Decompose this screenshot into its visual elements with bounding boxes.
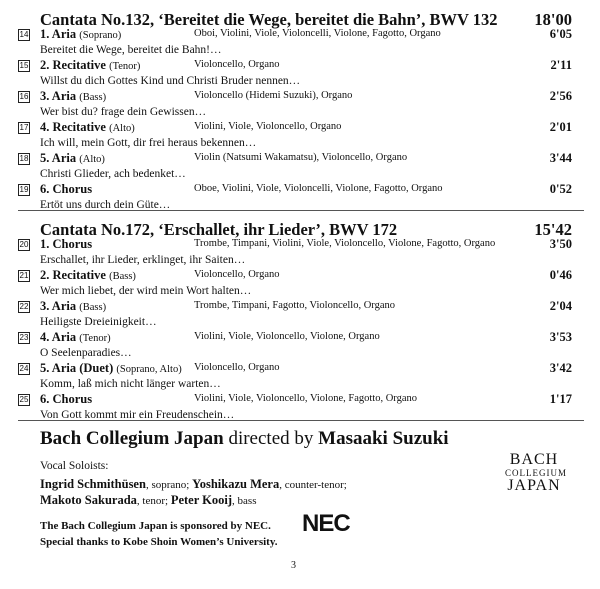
movement-title bbox=[40, 182, 92, 197]
track-duration: 3'50 bbox=[549, 237, 572, 251]
text-incipit: Wer mich liebet, der wird mein Wort halten… bbox=[40, 285, 252, 297]
instrumentation: Violin (Natsumi Wakamatsu), Violoncello, Organo bbox=[194, 152, 408, 163]
instrumentation: Trombe, Timpani, Violini, Viole, Violoncello, Violone, Fagotto, Organo bbox=[194, 238, 496, 249]
track-number-box: 22 bbox=[19, 302, 29, 311]
movement-title bbox=[40, 268, 136, 283]
instrumentation: Oboe, Violini, Viole, Violoncelli, Violone, Fagotto, Organo bbox=[194, 183, 443, 194]
track-duration: 0'52 bbox=[549, 182, 572, 196]
soloist-role: , bass bbox=[232, 495, 257, 507]
cantata-total-time: 18'00 bbox=[534, 10, 572, 29]
text-incipit: Bereitet die Wege, bereitet die Bahn!… bbox=[40, 44, 222, 56]
section-divider bbox=[18, 210, 584, 211]
movement-title bbox=[40, 58, 140, 73]
thanks-line: Special thanks to Kobe Shoin Women’s University. bbox=[40, 536, 278, 548]
instrumentation: Oboi, Violini, Viole, Violoncelli, Violone, Fagotto, Organo bbox=[194, 28, 441, 39]
voice-part: (Bass) bbox=[79, 92, 107, 103]
logo-line: JAPAN bbox=[507, 477, 561, 494]
soloist-name: Yoshikazu Mera bbox=[192, 477, 280, 491]
soloist-name: Peter Kooij bbox=[170, 493, 233, 507]
directed-by: directed by bbox=[228, 428, 314, 449]
soloist-name: Ingrid Schmithüsen bbox=[40, 477, 146, 491]
track-duration: 2'56 bbox=[549, 89, 572, 103]
ensemble-name: Bach Collegium Japan bbox=[40, 428, 224, 449]
soloist-role: , soprano; bbox=[145, 479, 193, 491]
voice-part: (Tenor) bbox=[79, 333, 111, 344]
movement-title bbox=[40, 120, 135, 135]
track-number-box: 15 bbox=[19, 61, 29, 70]
text-incipit: O Seelenparadies… bbox=[40, 347, 132, 359]
movement-name: 1. Aria bbox=[40, 27, 77, 41]
track-number-box: 19 bbox=[19, 185, 29, 194]
instrumentation: Violoncello, Organo bbox=[194, 59, 280, 70]
cantata-total-time: 15'42 bbox=[534, 220, 572, 239]
voice-part: (Soprano) bbox=[79, 30, 122, 41]
soloist-role: , counter-tenor; bbox=[279, 479, 347, 491]
text-incipit: Komm, laß mich nicht länger warten… bbox=[40, 378, 221, 390]
nec-logo: NEC bbox=[302, 510, 350, 537]
soloists-line bbox=[40, 477, 347, 492]
instrumentation: Trombe, Timpani, Fagotto, Violoncello, Organo bbox=[194, 300, 396, 311]
track-number-box: 18 bbox=[19, 154, 29, 163]
text-incipit: Christi Glieder, ach bedenket… bbox=[40, 168, 186, 180]
track-duration: 2'04 bbox=[549, 299, 572, 313]
movement-title bbox=[40, 330, 111, 345]
voice-part: (Alto) bbox=[79, 154, 105, 165]
track-number-box: 20 bbox=[19, 240, 29, 249]
movement-name: 5. Aria (Duet) bbox=[40, 361, 114, 375]
movement-name: 1. Chorus bbox=[40, 237, 93, 251]
movement-title bbox=[40, 27, 121, 42]
track-number-box: 21 bbox=[19, 271, 29, 280]
track-duration: 3'44 bbox=[549, 151, 572, 165]
movement-name: 5. Aria bbox=[40, 151, 77, 165]
track-number-box: 25 bbox=[19, 395, 29, 404]
section-divider bbox=[18, 420, 584, 421]
track-row bbox=[18, 392, 584, 430]
soloist-name: Makoto Sakurada bbox=[40, 493, 137, 507]
track-number-box: 17 bbox=[19, 123, 29, 132]
track-number-box: 23 bbox=[19, 333, 29, 342]
cantata-title: Cantata No.132, ‘Bereitet die Wege, bereitet die Bahn’, BWV 132 bbox=[40, 10, 498, 29]
text-incipit: Von Gott kommt mir ein Freudenschein… bbox=[40, 409, 235, 421]
page-number: 3 bbox=[291, 560, 296, 571]
movement-title bbox=[40, 151, 105, 166]
text-incipit: Ich will, mein Gott, dir frei heraus bekennen… bbox=[40, 137, 257, 149]
track-duration: 2'01 bbox=[549, 120, 572, 134]
movement-name: 6. Chorus bbox=[40, 392, 93, 406]
instrumentation: Violoncello (Hidemi Suzuki), Organo bbox=[194, 90, 353, 101]
movement-title bbox=[40, 299, 106, 314]
instrumentation: Violoncello, Organo bbox=[194, 269, 280, 280]
movement-title bbox=[40, 89, 106, 104]
voice-part: (Bass) bbox=[79, 302, 107, 313]
movement-name: 2. Recitative bbox=[40, 58, 106, 72]
movement-name: 3. Aria bbox=[40, 299, 77, 313]
voice-part: (Soprano, Alto) bbox=[116, 364, 182, 375]
cantata-title: Cantata No.172, ‘Erschallet, ihr Lieder’, BWV 172 bbox=[40, 220, 398, 239]
soloists-line bbox=[40, 493, 256, 508]
movement-title bbox=[40, 392, 92, 407]
text-incipit: Ertöt uns durch dein Güte… bbox=[40, 199, 171, 211]
track-number-box: 16 bbox=[19, 92, 29, 101]
text-incipit: Wer bist du? frage dein Gewissen… bbox=[40, 106, 207, 118]
voice-part: (Bass) bbox=[109, 271, 136, 282]
track-duration: 3'53 bbox=[549, 330, 572, 344]
text-incipit: Erschallet, ihr Lieder, erklinget, ihr Saiten… bbox=[40, 254, 246, 266]
movement-name: 2. Recitative bbox=[40, 268, 106, 282]
track-number-box: 14 bbox=[19, 30, 29, 39]
vocal-soloists-label: Vocal Soloists: bbox=[40, 460, 109, 472]
conductor-name: Masaaki Suzuki bbox=[318, 428, 449, 449]
instrumentation: Violoncello, Organo bbox=[194, 362, 280, 373]
movement-title bbox=[40, 361, 182, 376]
voice-part: (Alto) bbox=[109, 123, 135, 134]
track-duration: 2'11 bbox=[550, 58, 572, 72]
bach-collegium-japan-logo bbox=[505, 451, 567, 494]
voice-part: (Tenor) bbox=[109, 61, 141, 72]
logo-line: COLLEGIUM bbox=[505, 468, 567, 478]
ensemble-heading bbox=[40, 428, 449, 450]
movement-name: 4. Recitative bbox=[40, 120, 106, 134]
movement-title bbox=[40, 237, 92, 252]
track-duration: 0'46 bbox=[549, 268, 572, 282]
sponsor-line: The Bach Collegium Japan is sponsored by NEC. bbox=[40, 520, 271, 532]
track-duration: 6'05 bbox=[549, 27, 572, 41]
instrumentation: Violini, Viole, Violoncello, Violone, Organo bbox=[194, 331, 380, 342]
movement-name: 4. Aria bbox=[40, 330, 77, 344]
soloist-role: , tenor; bbox=[136, 495, 171, 507]
track-row bbox=[18, 182, 584, 220]
movement-name: 3. Aria bbox=[40, 89, 77, 103]
track-duration: 1'17 bbox=[549, 392, 572, 406]
text-incipit: Heiligste Dreieinigkeit… bbox=[40, 316, 157, 328]
instrumentation: Violini, Viole, Violoncello, Organo bbox=[194, 121, 342, 132]
instrumentation: Violini, Viole, Violoncello, Violone, Fagotto, Organo bbox=[194, 393, 418, 404]
movement-name: 6. Chorus bbox=[40, 182, 93, 196]
logo-line: BACH bbox=[509, 451, 559, 468]
track-duration: 3'42 bbox=[549, 361, 572, 375]
text-incipit: Willst du dich Gottes Kind und Christi Bruder nennen… bbox=[40, 75, 301, 87]
track-number-box: 24 bbox=[19, 364, 29, 373]
